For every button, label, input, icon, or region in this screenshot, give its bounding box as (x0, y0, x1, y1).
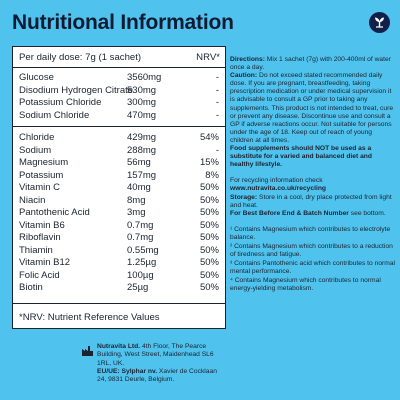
nutrient-group-primary (13, 72, 225, 122)
nutrient-nrv: 15% (199, 157, 219, 168)
nutrient-name: Vitamin C (19, 182, 61, 193)
eu-company: EU/UE: Sylphar nv. (97, 367, 158, 375)
nutrient-name: Magnesium (19, 157, 69, 168)
directions-label: Directions: (230, 56, 265, 63)
nrv-footnote: *NRV: Nutrient Reference Values (19, 312, 160, 323)
nutrient-name: Glucose (19, 72, 54, 83)
recycling-text: For recycling information check (230, 177, 323, 185)
eu-address-text: Xavier de Cocklaan 24, 9831 Deurle, Belgium. (97, 367, 217, 384)
nutrient-amount: 0.55mg (127, 244, 159, 256)
nutrient-name: Pantothenic Acid (19, 207, 90, 218)
nutrient-name: Sodium (19, 144, 52, 156)
factory-icon (82, 343, 93, 353)
nutrient-name: Sodium Chloride (19, 109, 90, 121)
nutrient-amount: 56mg (127, 157, 151, 168)
nutrient-amount: 25µg (127, 282, 149, 293)
nutrition-table (12, 46, 226, 329)
nutrient-amount: 429mg (127, 132, 157, 143)
nutrient-nrv: - (215, 109, 219, 121)
nutrient-nrv: 54% (199, 132, 219, 143)
nutrient-amount: 288mg (127, 144, 157, 156)
caution-label: Caution: (230, 72, 258, 80)
uk-address (97, 343, 227, 368)
nutrient-amount: 157mg (127, 169, 157, 181)
nutrient-nrv: 50% (199, 232, 219, 243)
nutrient-row (13, 195, 225, 208)
storage (230, 194, 396, 210)
nutrient-row (13, 232, 225, 245)
nutrient-nrv: 50% (199, 194, 219, 206)
nutrient-amount: 470mg (127, 109, 157, 121)
table-header (13, 47, 225, 68)
nutrient-row (13, 220, 225, 233)
nutrient-name: Potassium (19, 169, 64, 181)
nutrient-name: Vitamin B6 (19, 219, 65, 231)
nutrient-nrv: - (215, 144, 219, 156)
footnote-item: ³ Contains Pantothenic acid which contributes to normal mental performance. (230, 260, 396, 276)
dose-label: Per daily dose: 7g (1 sachet) (19, 52, 142, 63)
nutrient-group-vitamins (13, 132, 225, 295)
nutrient-name: Vitamin B12 (19, 257, 71, 268)
nutrient-name: Riboflavin (19, 232, 61, 243)
uk-company: Nutravita Ltd. (97, 343, 141, 350)
nutrient-amount: 3mg (127, 207, 146, 218)
nutrient-row (13, 132, 225, 145)
nutrient-row (13, 72, 225, 85)
nutrient-name: Thiamin (19, 244, 53, 256)
directions-text: Mix 1 sachet (7g) with 200-400ml of water once a day. (230, 56, 391, 72)
footnote-item: ¹ Contains Magnesium which contributes to electrolyte balance. (230, 225, 391, 241)
nutrient-nrv: 50% (199, 269, 219, 281)
nutrient-name: Biotin (19, 282, 43, 293)
food-supplement-note (230, 145, 396, 169)
nutrient-amount: 300mg (127, 97, 157, 108)
footnote-item: ² Contains Magnesium which contributes to a reduction of tiredness and fatigue. (230, 242, 393, 259)
footnote-item: ⁴ Contains Magnesium which contributes to normal energy-yielding metabolism. (230, 277, 381, 293)
nrv-header: NRV* (196, 52, 220, 63)
nutrient-nrv: 50% (199, 282, 219, 293)
nutrient-amount: 530mg (127, 84, 157, 96)
nutrient-amount: 0.7mg (127, 219, 154, 231)
leaf-logo-icon (369, 12, 390, 33)
storage-text: Store in a cool, dry place protected from light and heat. (230, 193, 392, 209)
best-before-text: see bottom. (348, 209, 386, 217)
page-title: Nutritional Information (12, 11, 234, 34)
caution-text: Do not exceed stated recommended daily dose. If you are pregnant, breastfeeding, taking prescription medication or under medical supervision it is advisable to consult a GP prior to taking any supplements. This product is not intended to treat, cure or prevent any disease. Discontinue use and consult a GP if adverse reactions occur. Not suitable for persons under the age of 18. Keep out of reach of young children at all times. (230, 72, 394, 144)
nutrient-row (13, 270, 225, 283)
nutrient-row (13, 257, 225, 270)
nutrient-row (13, 282, 225, 295)
eu-address (97, 368, 227, 385)
nutrient-name: Chloride (19, 132, 55, 143)
nutrient-row (13, 110, 225, 123)
nutrient-row (13, 170, 225, 183)
table-divider (13, 126, 225, 127)
best-before-label: For Best Before End & Batch Number (230, 209, 349, 217)
caution (230, 72, 396, 145)
nutrient-row (13, 157, 225, 170)
nutrient-nrv: 50% (199, 244, 219, 256)
nutrient-name: Potassium Chloride (19, 97, 102, 108)
recycling-info (230, 177, 396, 193)
nutrient-nrv: - (215, 97, 219, 108)
recycling-link[interactable]: www.nutravita.co.uk/recycling (230, 185, 327, 193)
table-divider (13, 303, 225, 304)
best-before (230, 210, 396, 218)
nutrient-nrv: - (215, 72, 219, 83)
nutrient-nrv: 50% (199, 207, 219, 218)
nutrient-row (13, 145, 225, 158)
nutrient-nrv: 8% (205, 169, 219, 181)
directions (230, 56, 396, 72)
uk-address-text: 4th Floor, The Pearce Building, West Street, Maidenhead SL6 1RL, UK. (97, 343, 214, 367)
product-information (230, 56, 396, 295)
nutrient-row (13, 85, 225, 98)
nutrient-row (13, 182, 225, 195)
nutrient-row (13, 207, 225, 220)
footnotes (230, 226, 396, 294)
nutrient-name: Disodium Hydrogen Citrate (19, 84, 134, 96)
nutrient-nrv: 50% (199, 182, 219, 193)
nutrient-row (13, 97, 225, 110)
nutrient-nrv: - (215, 84, 219, 96)
nutrient-amount: 1.25µg (127, 257, 157, 268)
nutrient-name: Folic Acid (19, 269, 60, 281)
nutrient-amount: 0.7mg (127, 232, 154, 243)
nutrient-nrv: 50% (199, 257, 219, 268)
nutrient-row (13, 245, 225, 258)
nutrient-nrv: 50% (199, 219, 219, 231)
nutrient-amount: 8mg (127, 194, 146, 206)
nutrient-amount: 40mg (127, 182, 151, 193)
company-address (97, 343, 227, 384)
nutrient-amount: 3560mg (127, 72, 162, 83)
nutrient-amount: 100µg (127, 269, 154, 281)
food-supplement-text: Food supplements should NOT be used as a substitute for a varied and balanced diet and healthy lifestyle. (230, 145, 372, 169)
nutrient-name: Niacin (19, 194, 46, 206)
storage-label: Storage: (230, 193, 258, 201)
